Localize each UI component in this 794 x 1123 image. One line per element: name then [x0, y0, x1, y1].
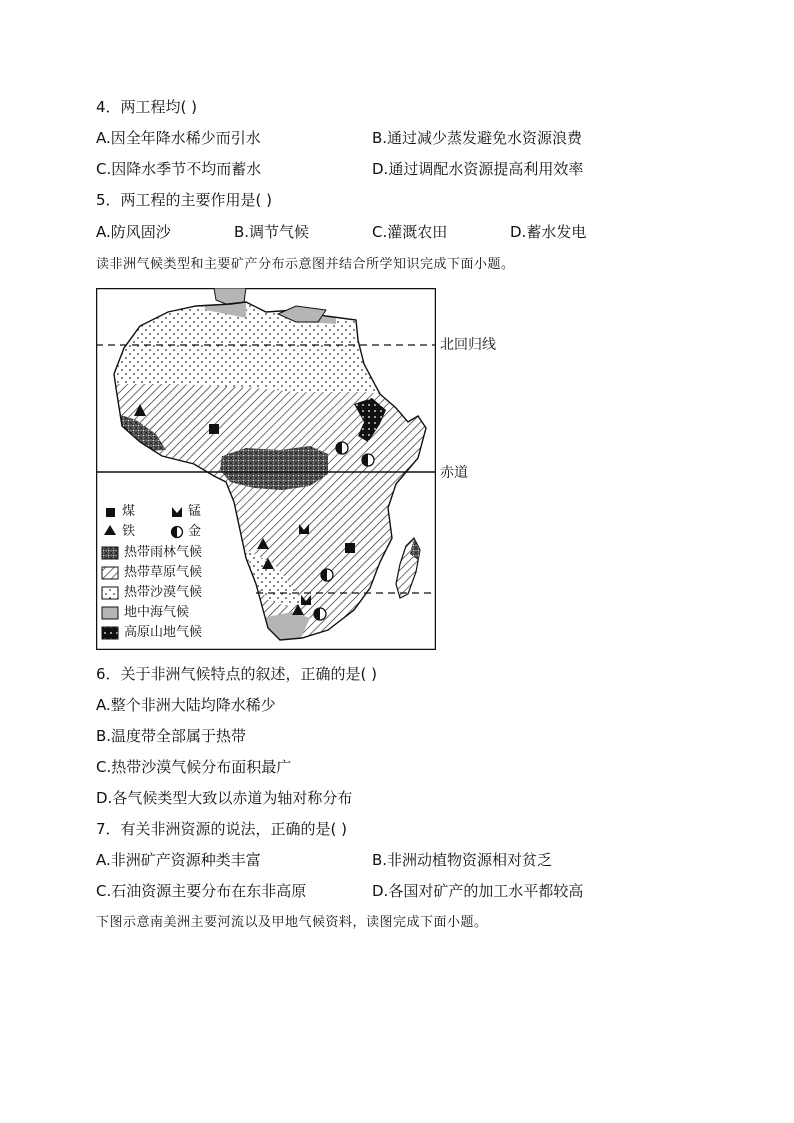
q7-stem: 7．有关非洲资源的说法，正确的是( )	[96, 820, 348, 838]
intro-africa-map: 读非洲气候类型和主要矿产分布示意图并结合所学知识完成下面小题。	[96, 257, 515, 272]
q4-option-d: D.通过调配水资源提高利用效率	[372, 160, 584, 178]
legend-iron-label: 铁	[122, 524, 136, 539]
gold-symbol	[314, 608, 326, 620]
q5-option-a: A.防风固沙	[96, 223, 171, 241]
legend-desert-label: 热带沙漠气候	[124, 585, 203, 600]
legend-mediterranean-label: 地中海气候	[124, 605, 190, 620]
legend-coal-label: 煤	[122, 504, 136, 519]
q6-option-c: C.热带沙漠气候分布面积最广	[96, 758, 292, 776]
gold-symbol	[362, 454, 374, 466]
legend-highland-label: 高原山地气候	[124, 625, 203, 640]
q5-stem: 5．两工程的主要作用是( )	[96, 191, 273, 209]
q6-option-a: A.整个非洲大陆均降水稀少	[96, 696, 276, 714]
q7-option-d: D.各国对矿产的加工水平都较高	[372, 882, 584, 900]
q6-option-b: B.温度带全部属于热带	[96, 727, 247, 745]
rainforest-zone-congo	[220, 446, 328, 490]
q6-stem: 6．关于非洲气候特点的叙述，正确的是( )	[96, 665, 378, 683]
q7-option-c: C.石油资源主要分布在东非高原	[96, 882, 307, 900]
q4-option-a: A.因全年降水稀少而引水	[96, 129, 261, 147]
legend-gold-symbol	[172, 527, 183, 538]
legend-savanna-swatch	[102, 567, 118, 579]
coal-symbol	[209, 424, 219, 434]
intro-south-america: 下图示意南美洲主要河流以及甲地气候资料，读图完成下面小题。	[96, 915, 488, 930]
q7-option-a: A.非洲矿产资源种类丰富	[96, 851, 261, 869]
mediterranean-top-left	[214, 288, 246, 304]
tropic-of-cancer-label: 北回归线	[440, 337, 496, 353]
legend-rainforest-swatch	[102, 547, 118, 559]
q6-option-d: D.各气候类型大致以赤道为轴对称分布	[96, 789, 353, 807]
q5-option-c: C.灌溉农田	[372, 223, 448, 241]
q4-option-c: C.因降水季节不均而蓄水	[96, 160, 262, 178]
legend-mediterranean-swatch	[102, 607, 118, 619]
q5-option-d: D.蓄水发电	[510, 223, 587, 241]
gold-symbol	[336, 442, 348, 454]
legend-rainforest-label: 热带雨林气候	[124, 545, 203, 560]
q5-option-b: B.调节气候	[234, 223, 310, 241]
q4-stem: 4．两工程均( )	[96, 98, 198, 116]
q4-option-b: B.通过减少蒸发避免水资源浪费	[372, 129, 583, 147]
legend-highland-swatch	[102, 627, 118, 639]
equator-label: 赤道	[440, 465, 468, 481]
africa-climate-mineral-map	[96, 288, 436, 650]
legend-gold-label: 金	[188, 524, 202, 539]
legend-savanna-label: 热带草原气候	[124, 565, 203, 580]
gold-symbol	[321, 569, 333, 581]
legend-coal-symbol	[106, 508, 115, 517]
q7-option-b: B.非洲动植物资源相对贫乏	[372, 851, 553, 869]
coal-symbol	[345, 543, 355, 553]
legend-desert-swatch	[102, 587, 118, 599]
legend-manganese-label: 锰	[188, 504, 202, 519]
